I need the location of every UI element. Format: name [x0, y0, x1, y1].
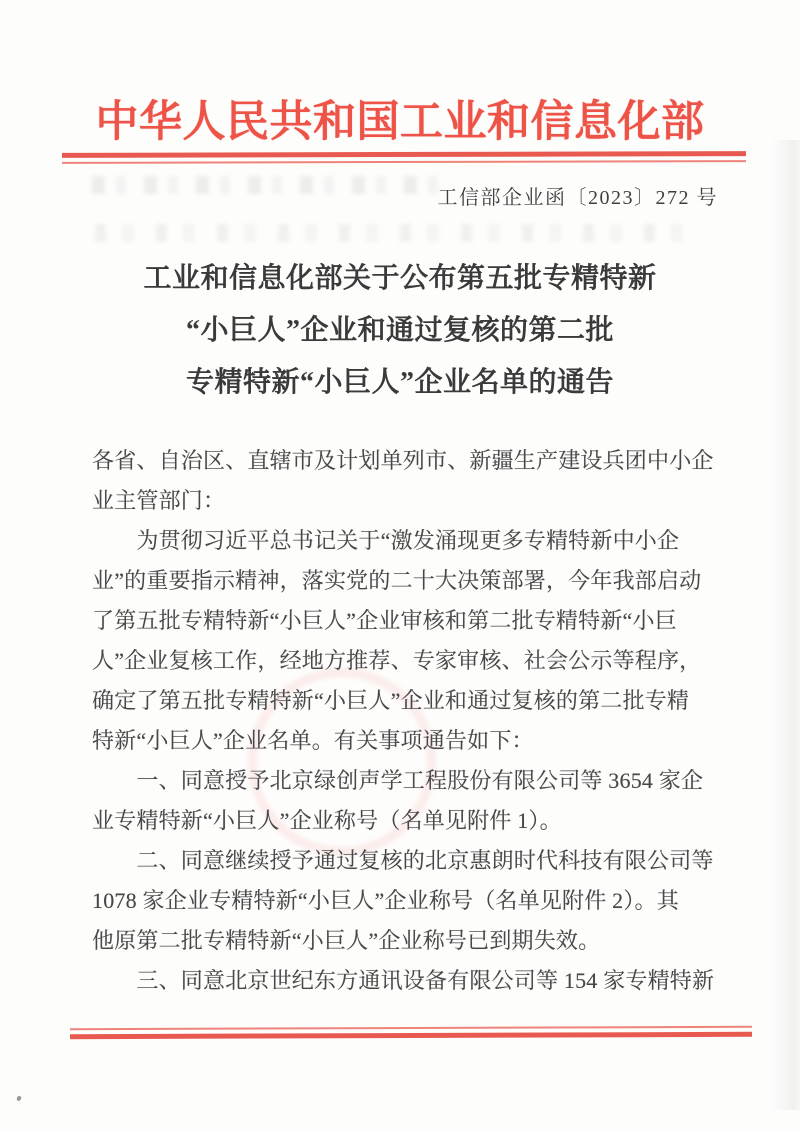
body-line: 为贯彻习近平总书记关于“激发涌现更多专精特新中小企	[92, 528, 680, 553]
body-line: 人”企业复核工作，经地方推荐、专家审核、社会公示等程序，	[92, 648, 702, 673]
body-line-addressee: 业主管部门：	[92, 488, 226, 513]
body-line-item-1: 业专精特新“小巨人”企业称号（名单见附件 1）。	[92, 808, 562, 833]
body-line: 了第五批专精特新“小巨人”企业审核和第二批专精特新“小巨	[92, 608, 677, 633]
body-line: 确定了第五批专精特新“小巨人”企业和通过复核的第二批专精	[92, 688, 690, 713]
body-line-item-3: 三、同意北京世纪东方通讯设备有限公司等 154 家专精特新	[92, 968, 715, 993]
notice-title-line: “小巨人”企业和通过复核的第二批	[185, 315, 614, 346]
body-line-addressee: 各省、自治区、直辖市及计划单列市、新疆生产建设兵团中小企	[92, 448, 714, 473]
scan-bleed-artifact	[95, 224, 685, 242]
header-divider-thin-line	[62, 160, 746, 164]
header-divider	[62, 151, 746, 164]
footer-divider-thin-line	[70, 1026, 752, 1030]
body-line: 业”的重要指示精神，落实党的二十大决策部署，今年我部启动	[92, 568, 702, 593]
body-line-item-1: 一、同意授予北京绿创声学工程股份有限公司等 3654 家企	[92, 768, 704, 793]
header-divider-thick-line	[62, 151, 746, 158]
notice-title-line: 专精特新“小巨人”企业名单的通告	[185, 367, 614, 398]
notice-body	[92, 441, 716, 1001]
notice-title-line: 工业和信息化部关于公布第五批专精特新	[143, 263, 657, 294]
body-line-item-2: 二、同意继续授予通过复核的北京惠朗时代科技有限公司等	[92, 848, 714, 873]
footer-divider-thick-line	[70, 1032, 752, 1039]
scan-bleed-artifact	[92, 176, 442, 194]
footer-divider	[70, 1026, 752, 1039]
body-line-item-2: 他原第二批专精特新“小巨人”企业称号已到期失效。	[92, 928, 601, 953]
issuing-authority-title: 中华人民共和国工业和信息化部	[95, 99, 705, 146]
notice-title	[0, 253, 800, 409]
document-number: 工信部企业函〔2023〕272 号	[437, 187, 718, 209]
body-line-item-2: 1078 家企业专精特新“小巨人”企业称号（名单见附件 2）。其	[92, 888, 679, 913]
scan-speck-artifact	[16, 1095, 21, 1101]
body-line: 特新“小巨人”企业名单。有关事项通告如下：	[92, 728, 534, 753]
